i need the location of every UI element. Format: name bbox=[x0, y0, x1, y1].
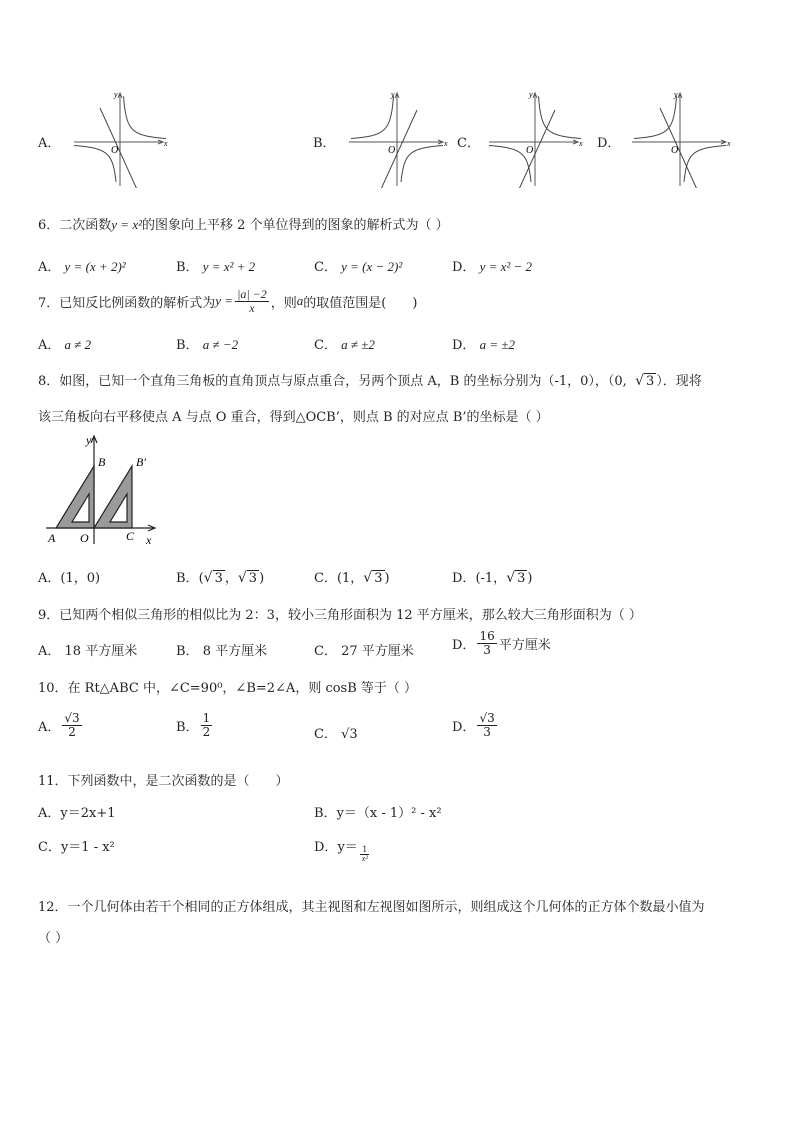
q8-label-o: O bbox=[80, 531, 89, 545]
q8-label-b: B bbox=[98, 455, 106, 469]
q8-label-x: x bbox=[146, 533, 152, 547]
q7-stem-b: ，则 bbox=[270, 295, 297, 311]
x-axis-label: x bbox=[727, 139, 731, 148]
q5-graph-a bbox=[70, 88, 170, 188]
q6-stem-a: 6．二次函数 bbox=[38, 218, 112, 233]
q8-option-d: D．(-1，√ 3 ) bbox=[452, 570, 533, 586]
q8-line2: 该三角板向右平移使点 A 与点 O 重合，得到△OCB’，则点 B 的对应点 B’的坐标是（ ） bbox=[38, 410, 549, 425]
q11-option-a: A．y＝2x+1 bbox=[38, 806, 116, 821]
q8-label-c: C bbox=[126, 529, 135, 543]
q6-option-d: D． y = x² − 2 bbox=[452, 259, 533, 275]
origin-label: O bbox=[526, 145, 534, 156]
q7-option-b: B． a ≠ −2 bbox=[176, 337, 239, 353]
q9-option-d: D． $\frac{16}{3}$ 平方厘米 bbox=[452, 629, 551, 657]
q7-y-eq: y = bbox=[215, 293, 234, 309]
q7-stem-a: 7．已知反比例函数的解析式为 bbox=[38, 295, 216, 311]
q5-graph-b bbox=[345, 88, 450, 188]
q6-option-b: B． y = x² + 2 bbox=[176, 259, 256, 275]
q5-graph-d bbox=[628, 88, 733, 188]
q8-triangle-aob bbox=[56, 466, 94, 528]
y-axis-label: y bbox=[674, 90, 678, 99]
q9-option-d-fraction: $\frac{16}{3}$ bbox=[479, 629, 495, 657]
q10-option-b: B． $\frac{1}{2}$ bbox=[176, 711, 211, 739]
origin-label: O bbox=[388, 145, 396, 156]
y-axis-label: y bbox=[529, 90, 533, 99]
q9-option-b: B． 8 平方厘米 bbox=[176, 644, 268, 659]
q11-option-b: B．y＝（x - 1）² - x² bbox=[314, 806, 442, 821]
hyperbola-branch bbox=[634, 96, 677, 138]
q7-frac-num: |a| −2 bbox=[237, 287, 267, 301]
q8-option-c: C．(1，√ 3 ) bbox=[314, 570, 390, 586]
q5-option-c-label: C． bbox=[457, 136, 480, 151]
q6-stem-func: y = x² bbox=[111, 217, 142, 232]
q11-stem: 11．下列函数中，是二次函数的是（ ） bbox=[38, 774, 289, 789]
q8-label-a: A bbox=[48, 531, 56, 545]
q11-option-c: C．y＝1 - x² bbox=[38, 840, 115, 855]
q10-option-d: D． $\frac{√3}{3}$ bbox=[452, 711, 495, 739]
q8-option-b: B．(√ 3 ，√ 3 ) bbox=[176, 570, 265, 586]
hyperbola-branch bbox=[124, 96, 167, 138]
q7-stem bbox=[38, 288, 417, 314]
q7-frac-den: x bbox=[249, 300, 255, 315]
y-axis-label: y bbox=[114, 90, 118, 99]
q8-line1: 8．如图，已知一个直角三角板的直角顶点与原点重合，另两个顶点 A，B 的坐标分别为（-1，0），（0, √ 3 ）．现将 bbox=[38, 373, 702, 389]
hyperbola-branch bbox=[401, 146, 443, 183]
q7-stem-c: 的取值范围是( ) bbox=[303, 295, 418, 311]
q8-option-a: A．(1，0) bbox=[38, 571, 101, 586]
q9-option-c: C． 27 平方厘米 bbox=[314, 644, 414, 659]
hyperbola-branch bbox=[351, 96, 394, 138]
x-axis-label: x bbox=[164, 139, 168, 148]
hyperbola-branch bbox=[74, 145, 119, 183]
q9-option-a: A． 18 平方厘米 bbox=[38, 644, 138, 659]
q7-option-a: A． a ≠ 2 bbox=[38, 337, 92, 353]
q6-option-c: C． y = (x − 2)² bbox=[314, 259, 403, 275]
q9-stem: 9．已知两个相似三角形的相似比为 2：3，较小三角形面积为 12 平方厘米，那么较大三角形面积为（ ） bbox=[38, 608, 642, 623]
q8-sqrt3: 3 bbox=[646, 374, 655, 389]
q7-option-d: D． a = ±2 bbox=[452, 337, 515, 353]
q6-stem-b: 的图象向上平移 2 个单位得到的图象的解析式为（ ） bbox=[142, 218, 449, 233]
q8-label-bp: B′ bbox=[136, 455, 146, 469]
q8-figure bbox=[42, 432, 162, 550]
q10-option-c: C． √3 bbox=[314, 727, 358, 742]
y-axis-label: y bbox=[391, 90, 395, 99]
origin-label: O bbox=[671, 145, 679, 156]
q7-fraction bbox=[235, 288, 269, 314]
q6-stem bbox=[38, 214, 449, 233]
q10-option-a: A． $\frac{√3}{2}$ bbox=[38, 711, 80, 739]
q7-var: a bbox=[296, 293, 304, 309]
q5-option-d-label: D． bbox=[597, 136, 621, 151]
q5-option-a-label: A． bbox=[38, 136, 61, 151]
q8-triangle-ocb bbox=[94, 466, 132, 528]
q10-stem: 10．在 Rt△ABC 中，∠C=90⁰，∠B=2∠A，则 cosB 等于（ ） bbox=[38, 681, 418, 696]
x-axis-label: x bbox=[444, 139, 448, 148]
q11-option-d: D． y＝ $\frac{1}{\text{x²}}$ bbox=[314, 840, 368, 864]
q5-option-b-label: B． bbox=[313, 136, 336, 151]
q12-line2: （ ） bbox=[38, 931, 69, 946]
q6-option-a: A． y = (x + 2)² bbox=[38, 259, 126, 275]
q5-graph-c bbox=[485, 88, 585, 188]
q12-line1: 12．一个几何体由若干个相同的正方体组成，其主视图和左视图如图所示，则组成这个几何体的正方体个数最小值为 bbox=[38, 900, 705, 915]
q8-label-y: y bbox=[86, 433, 92, 447]
q7-option-c: C． a ≠ ±2 bbox=[314, 337, 375, 353]
x-axis-label: x bbox=[579, 139, 583, 148]
origin-label: O bbox=[111, 145, 119, 156]
hyperbola-branch bbox=[684, 146, 726, 183]
